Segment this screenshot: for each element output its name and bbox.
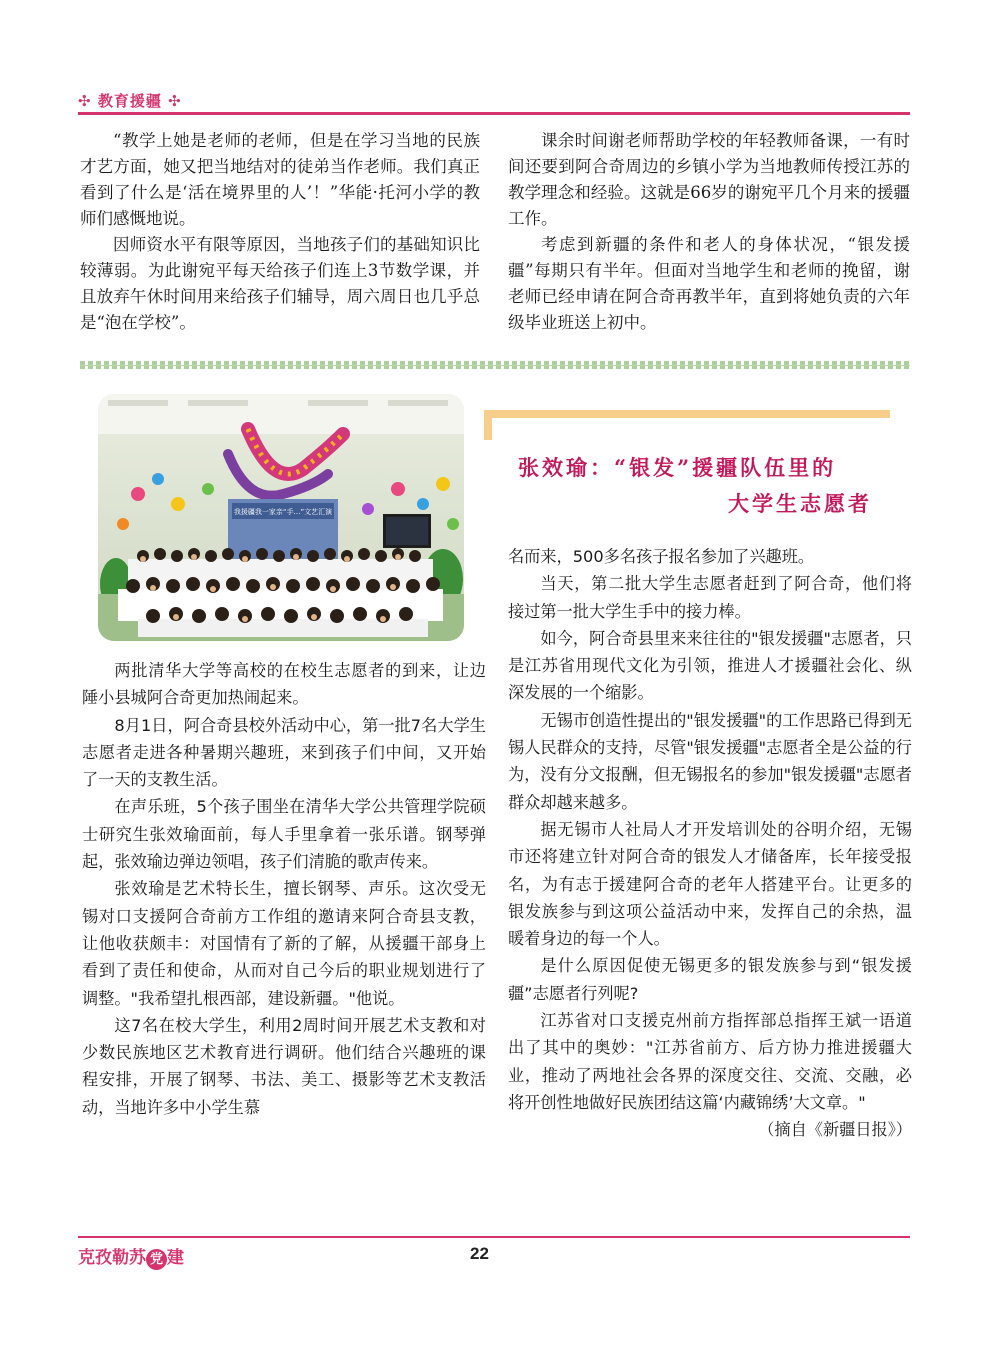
cross-icon: ✣	[78, 92, 92, 110]
paragraph: 因师资水平有限等原因，当地孩子们的基础知识比较薄弱。为此谢宛平每天给孩子们连上3节数学课，并且放弃午休时间用来给孩子们辅导，周六周日也几乎总是“泡在学校”。	[80, 235, 480, 332]
headline-accent-bar	[484, 410, 890, 418]
header-rule	[78, 112, 910, 115]
footer-logo	[78, 1243, 184, 1270]
paragraph: 当天，第二批大学生志愿者赶到了阿合奇，他们将接过第一批大学生手中的接力棒。	[508, 574, 912, 621]
paragraph: 8月1日，阿合奇县校外活动中心，第一批7名大学生志愿者走进各种暑期兴趣班，来到孩子们中间，又开始了一天的支教生活。	[82, 715, 486, 790]
banner-text: 我援疆我一家亲“手…”文艺汇演	[233, 508, 333, 516]
article-headline-line2: 大学生志愿者	[728, 491, 872, 516]
cross-icon: ✣	[168, 92, 182, 110]
paragraph: 是什么原因促使无锡更多的银发族参与到“银发援疆”志愿者行列呢?	[508, 956, 912, 1003]
article-photo	[98, 394, 464, 641]
paragraph: 张效瑜是艺术特长生，擅长钢琴、声乐。这次受无锡对口支援阿合奇前方工作组的邀请来阿合奇县支教，让他收获颇丰：对国情有了新的了解，从援疆干部身上看到了责任和使命，从而对自己今后的职业规划进行了调整。"我希望扎根西部，建设新疆。"他说。	[82, 879, 486, 1008]
paragraph: 两批清华大学等高校的在校生志愿者的到来，让边陲小县城阿合奇更加热闹起来。	[82, 661, 486, 708]
paragraph: 如今，阿合奇县里来来往往的"银发援疆"志愿者，只是江苏省用现代文化为引领，推进人才援疆社会化、纵深发展的一个缩影。	[508, 628, 912, 703]
source-citation: （摘自《新疆日报》）	[758, 1120, 912, 1140]
paragraph: 这7名在校大学生，利用2周时间开展艺术支教和对少数民族地区艺术教育进行调研。他们结合兴趣班的课程安排，开展了钢琴、书法、美工、摄影等艺术支教活动，当地许多中小学生慕	[82, 1015, 486, 1117]
page-number: 22	[470, 1244, 489, 1263]
bottom-right-column	[508, 543, 912, 1144]
footer-rule	[78, 1236, 910, 1238]
footer-logo-badge: 党	[146, 1249, 167, 1270]
section-header	[78, 90, 182, 111]
paragraph: 据无锡市人社局人才开发培训处的谷明介绍，无锡市还将建立针对阿合奇的银发人才储备库，长年接受报名，为有志于援建阿合奇的老年人搭建平台。让更多的银发族参与到这项公益活动中来，发挥自己的余热，温暖着身边的每一个人。	[508, 819, 912, 949]
divider-line	[80, 365, 910, 366]
paragraph-continuation: 名而来，500多名孩子报名参加了兴趣班。	[508, 547, 815, 566]
paragraph: 江苏省对口支援克州前方指挥部总指挥王斌一语道出了其中的奥妙："江苏省前方、后方协力推进援疆大业，推动了两地社会各界的深度交往、交流、交融，必将开创性地做好民族团结这篇‘内藏锦绣’大文章。"	[508, 1011, 912, 1112]
top-right-column	[508, 128, 910, 336]
photo-illustration	[98, 394, 464, 641]
paragraph: 课余时间谢老师帮助学校的年轻教师备课，一有时间还要到阿合奇周边的乡镇小学为当地教师传授江苏的教学理念和经验。这就是66岁的谢宛平几个月来的援疆工作。	[508, 131, 910, 228]
section-title: 教育援疆	[97, 92, 162, 110]
headline-accent-bar-left	[484, 410, 492, 440]
paragraph: “教学上她是老师的老师，但是在学习当地的民族才艺方面，她又把当地结对的徒弟当作老师。我们真正看到了什么是‘活在境界里的人’！”华能·托河小学的教师们感慨地说。	[80, 131, 480, 228]
top-left-column	[80, 128, 480, 336]
paragraph: 无锡市创造性提出的"银发援疆"的工作思路已得到无锡人民群众的支持，尽管"银发援疆"志愿者全是公益的行为，没有分文报酬，但无锡报名的参加"银发援疆"志愿者群众却越来越多。	[508, 710, 912, 812]
footer-logo-text: 克孜勒苏	[78, 1248, 146, 1268]
footer-logo-char: 建	[167, 1248, 184, 1268]
paragraph: 在声乐班，5个孩子围坐在清华大学公共管理学院硕士研究生张效瑜面前，每人手里拿着一张乐谱。钢琴弹起，张效瑜边弹边领唱，孩子们清脆的歌声传来。	[82, 797, 486, 872]
article-headline-line1: 张效瑜：“银发”援疆队伍里的	[518, 455, 837, 480]
bottom-left-column	[82, 657, 486, 1121]
paragraph: 考虑到新疆的条件和老人的身体状况，“银发援疆”每期只有半年。但面对当地学生和老师的挽留，谢老师已经申请在阿合奇再教半年，直到将她负责的六年级毕业班送上初中。	[508, 235, 910, 332]
